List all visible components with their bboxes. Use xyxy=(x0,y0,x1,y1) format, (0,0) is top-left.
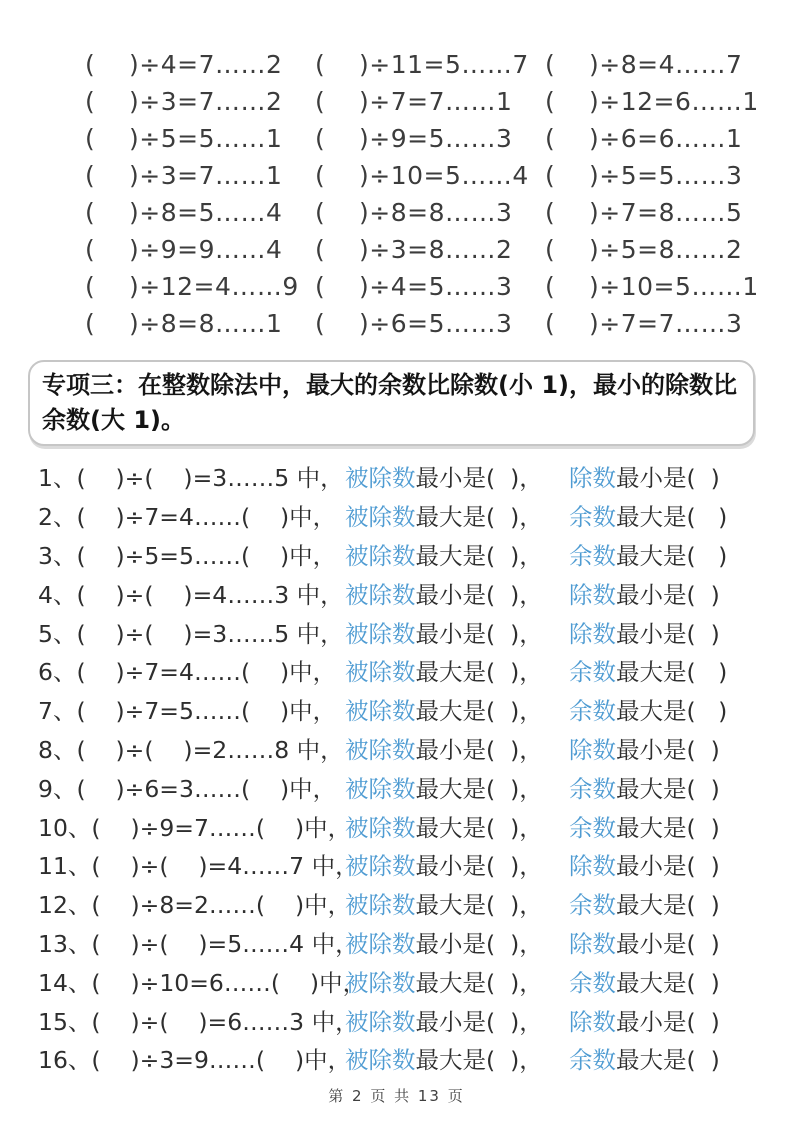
problem-question-2 xyxy=(569,459,793,493)
problem-question-1 xyxy=(345,1041,569,1075)
term-label-1: 被除数 xyxy=(345,541,416,570)
question-text-2: 最大是( ) xyxy=(616,813,720,842)
division-equation: ( )÷5=5……1 xyxy=(85,124,283,153)
problem-row xyxy=(38,845,793,884)
problem-question-2 xyxy=(569,498,793,532)
problem-question-2 xyxy=(569,731,793,765)
term-label-2: 除数 xyxy=(569,619,616,648)
question-text-1: 最大是( )， xyxy=(415,891,543,920)
question-text-1: 最大是( )， xyxy=(415,1046,543,1075)
question-text-1: 最小是( )， xyxy=(415,619,543,648)
problem-number: 1、 xyxy=(38,464,77,493)
problem-number: 3、 xyxy=(38,541,77,570)
term-label-2: 除数 xyxy=(569,1007,616,1036)
problem-equation-part xyxy=(38,1003,359,1037)
problem-row xyxy=(38,884,793,923)
question-text-2: 最小是( ) xyxy=(616,1007,720,1036)
question-text-2: 最大是( ) xyxy=(616,658,728,687)
problem-question-1 xyxy=(345,498,569,532)
problem-question-1 xyxy=(345,964,569,998)
problem-row xyxy=(38,496,793,535)
question-text-1: 最大是( )， xyxy=(415,774,543,803)
problem-equation-part xyxy=(38,847,359,881)
term-label-1: 被除数 xyxy=(345,813,416,842)
term-label-1: 被除数 xyxy=(345,735,416,764)
problem-equation: ( )÷7=5……( )中， xyxy=(76,697,337,726)
problem-number: 4、 xyxy=(38,580,77,609)
problem-number: 5、 xyxy=(38,619,77,648)
question-text-2: 最小是( ) xyxy=(616,619,720,648)
problem-question-1 xyxy=(345,537,569,571)
problem-question-1 xyxy=(345,809,569,843)
division-equation: ( )÷5=5……3 xyxy=(545,161,743,190)
problem-equation-part xyxy=(38,770,345,804)
division-equation: ( )÷10=5……1 xyxy=(545,272,759,301)
problem-question-2 xyxy=(569,925,793,959)
question-text-2: 最小是( ) xyxy=(616,852,720,881)
term-label-2: 除数 xyxy=(569,735,616,764)
term-label-1: 被除数 xyxy=(345,891,416,920)
question-text-1: 最小是( )， xyxy=(415,852,543,881)
problem-equation-part xyxy=(38,886,352,920)
problem-question-1 xyxy=(345,615,569,649)
question-text-2: 最大是( ) xyxy=(616,697,728,726)
question-text-1: 最大是( )， xyxy=(415,697,543,726)
problem-number: 6、 xyxy=(38,658,77,687)
question-text-1: 最大是( )， xyxy=(415,813,543,842)
problem-equation-part xyxy=(38,615,345,649)
division-equation: ( )÷8=8……1 xyxy=(85,309,283,338)
problem-equation: ( )÷9=7……( )中， xyxy=(91,813,352,842)
division-equation: ( )÷4=5……3 xyxy=(315,272,513,301)
term-label-2: 余数 xyxy=(569,774,616,803)
term-label-1: 被除数 xyxy=(345,503,416,532)
term-label-2: 除数 xyxy=(569,464,616,493)
term-label-1: 被除数 xyxy=(345,697,416,726)
problem-equation-part xyxy=(38,692,345,726)
term-label-2: 余数 xyxy=(569,541,616,570)
problem-number: 2、 xyxy=(38,503,77,532)
problem-question-2 xyxy=(569,886,793,920)
problem-number: 13、 xyxy=(38,929,92,958)
problem-question-1 xyxy=(345,925,569,959)
term-label-1: 被除数 xyxy=(345,929,416,958)
question-text-1: 最小是( )， xyxy=(415,929,543,958)
problem-question-1 xyxy=(345,653,569,687)
problem-number: 11、 xyxy=(38,852,92,881)
question-text-1: 最小是( )， xyxy=(415,464,543,493)
problem-equation-part xyxy=(38,925,359,959)
term-label-1: 被除数 xyxy=(345,464,416,493)
problem-number: 12、 xyxy=(38,891,92,920)
problem-row xyxy=(38,806,793,845)
problem-question-1 xyxy=(345,770,569,804)
problem-row xyxy=(38,729,793,768)
problem-equation-part xyxy=(38,653,345,687)
problem-equation: ( )÷3=9……( )中， xyxy=(91,1046,352,1075)
problem-question-2 xyxy=(569,809,793,843)
section-instruction-text: 专项三：在整数除法中，最大的余数比除数(小 1)，最小的除数比余数(大 1)。 xyxy=(42,371,737,434)
problem-question-1 xyxy=(345,576,569,610)
page-number: 第 2 页 共 13 页 xyxy=(328,1086,465,1105)
question-text-1: 最大是( )， xyxy=(415,968,543,997)
term-label-2: 除数 xyxy=(569,852,616,881)
division-equations-grid xyxy=(0,46,793,342)
division-equation: ( )÷3=8……2 xyxy=(315,235,513,264)
problem-number: 16、 xyxy=(38,1046,92,1075)
term-label-1: 被除数 xyxy=(345,619,416,648)
problem-equation-part xyxy=(38,498,345,532)
problem-row xyxy=(38,961,793,1000)
problem-number: 10、 xyxy=(38,813,92,842)
problem-question-1 xyxy=(345,459,569,493)
question-text-1: 最小是( )， xyxy=(415,580,543,609)
problem-row xyxy=(38,1039,793,1078)
problem-equation: ( )÷( )=4……7 中， xyxy=(91,852,359,881)
problem-question-2 xyxy=(569,615,793,649)
division-equation: ( )÷10=5……4 xyxy=(315,161,529,190)
division-equation: ( )÷12=6……1 xyxy=(545,87,759,116)
problem-equation: ( )÷( )=3……5 中， xyxy=(76,619,344,648)
question-text-2: 最大是( ) xyxy=(616,503,728,532)
problem-equation-part xyxy=(38,576,345,610)
term-label-2: 余数 xyxy=(569,697,616,726)
question-text-1: 最小是( )， xyxy=(415,735,543,764)
division-equation: ( )÷11=5……7 xyxy=(315,50,529,79)
problem-equation-part xyxy=(38,1041,352,1075)
division-equation: ( )÷8=5……4 xyxy=(85,198,283,227)
problem-row xyxy=(38,690,793,729)
problem-equation: ( )÷6=3……( )中， xyxy=(76,774,337,803)
problem-question-2 xyxy=(569,1003,793,1037)
division-equation: ( )÷3=7……2 xyxy=(85,87,283,116)
problem-question-1 xyxy=(345,692,569,726)
term-label-2: 除数 xyxy=(569,929,616,958)
problem-equation-part xyxy=(38,731,345,765)
problem-row xyxy=(38,612,793,651)
division-equation: ( )÷3=7……1 xyxy=(85,161,283,190)
division-equation: ( )÷5=8……2 xyxy=(545,235,743,264)
problem-equation-part xyxy=(38,459,345,493)
problem-question-2 xyxy=(569,1041,793,1075)
division-equation: ( )÷12=4……9 xyxy=(85,272,299,301)
question-text-2: 最小是( ) xyxy=(616,464,720,493)
problem-equation-part xyxy=(38,537,345,571)
question-text-1: 最小是( )， xyxy=(415,1007,543,1036)
division-equation: ( )÷4=7……2 xyxy=(85,50,283,79)
question-text-2: 最小是( ) xyxy=(616,929,720,958)
division-equation: ( )÷7=8……5 xyxy=(545,198,743,227)
question-text-2: 最大是( ) xyxy=(616,968,720,997)
term-label-2: 余数 xyxy=(569,813,616,842)
problem-equation: ( )÷7=4……( )中， xyxy=(76,503,337,532)
problem-question-1 xyxy=(345,1003,569,1037)
term-label-1: 被除数 xyxy=(345,658,416,687)
problem-number: 9、 xyxy=(38,774,77,803)
problem-row xyxy=(38,923,793,962)
question-text-1: 最大是( )， xyxy=(415,541,543,570)
problem-equation-part xyxy=(38,964,367,998)
question-text-2: 最小是( ) xyxy=(616,735,720,764)
problem-equation: ( )÷( )=2……8 中， xyxy=(76,735,344,764)
division-equation: ( )÷7=7……1 xyxy=(315,87,513,116)
problem-question-2 xyxy=(569,576,793,610)
problem-question-2 xyxy=(569,653,793,687)
problem-number: 14、 xyxy=(38,968,92,997)
term-label-1: 被除数 xyxy=(345,968,416,997)
problem-equation-part xyxy=(38,809,352,843)
problem-equation: ( )÷( )=4……3 中， xyxy=(76,580,344,609)
question-text-2: 最小是( ) xyxy=(616,580,720,609)
problem-question-2 xyxy=(569,692,793,726)
problem-number: 7、 xyxy=(38,697,77,726)
term-label-2: 余数 xyxy=(569,968,616,997)
problem-question-1 xyxy=(345,886,569,920)
term-label-2: 余数 xyxy=(569,891,616,920)
section-instruction-box xyxy=(28,360,755,446)
division-equation: ( )÷7=7……3 xyxy=(545,309,743,338)
problem-equation: ( )÷( )=6……3 中， xyxy=(91,1007,359,1036)
problem-question-2 xyxy=(569,847,793,881)
problem-row xyxy=(38,457,793,496)
question-text-1: 最大是( )， xyxy=(415,658,543,687)
question-text-2: 最大是( ) xyxy=(616,541,728,570)
question-text-1: 最大是( )， xyxy=(415,503,543,532)
problem-equation: ( )÷( )=5……4 中， xyxy=(91,929,359,958)
problem-question-1 xyxy=(345,731,569,765)
term-label-2: 余数 xyxy=(569,658,616,687)
problem-list xyxy=(0,457,793,1078)
problem-question-2 xyxy=(569,964,793,998)
division-equation: ( )÷8=8……3 xyxy=(315,198,513,227)
question-text-2: 最大是( ) xyxy=(616,891,720,920)
term-label-2: 除数 xyxy=(569,580,616,609)
division-equation: ( )÷6=5……3 xyxy=(315,309,513,338)
division-equation: ( )÷6=6……1 xyxy=(545,124,743,153)
division-equation: ( )÷9=5……3 xyxy=(315,124,513,153)
problem-equation: ( )÷7=4……( )中， xyxy=(76,658,337,687)
term-label-1: 被除数 xyxy=(345,1007,416,1036)
problem-row xyxy=(38,535,793,574)
division-equation: ( )÷9=9……4 xyxy=(85,235,283,264)
problem-question-2 xyxy=(569,770,793,804)
problem-row xyxy=(38,767,793,806)
problem-question-1 xyxy=(345,847,569,881)
problem-question-2 xyxy=(569,537,793,571)
problem-number: 15、 xyxy=(38,1007,92,1036)
division-equation: ( )÷8=4……7 xyxy=(545,50,743,79)
problem-row xyxy=(38,651,793,690)
problem-row xyxy=(38,573,793,612)
problem-equation: ( )÷5=5……( )中， xyxy=(76,541,337,570)
problem-row xyxy=(38,1000,793,1039)
problem-number: 8、 xyxy=(38,735,77,764)
term-label-1: 被除数 xyxy=(345,580,416,609)
problem-equation: ( )÷( )=3……5 中， xyxy=(76,464,344,493)
term-label-1: 被除数 xyxy=(345,1046,416,1075)
problem-equation: ( )÷10=6……( )中， xyxy=(91,968,367,997)
term-label-2: 余数 xyxy=(569,1046,616,1075)
problem-equation: ( )÷8=2……( )中， xyxy=(91,891,352,920)
term-label-1: 被除数 xyxy=(345,852,416,881)
question-text-2: 最大是( ) xyxy=(616,1046,720,1075)
question-text-2: 最大是( ) xyxy=(616,774,720,803)
term-label-1: 被除数 xyxy=(345,774,416,803)
term-label-2: 余数 xyxy=(569,503,616,532)
